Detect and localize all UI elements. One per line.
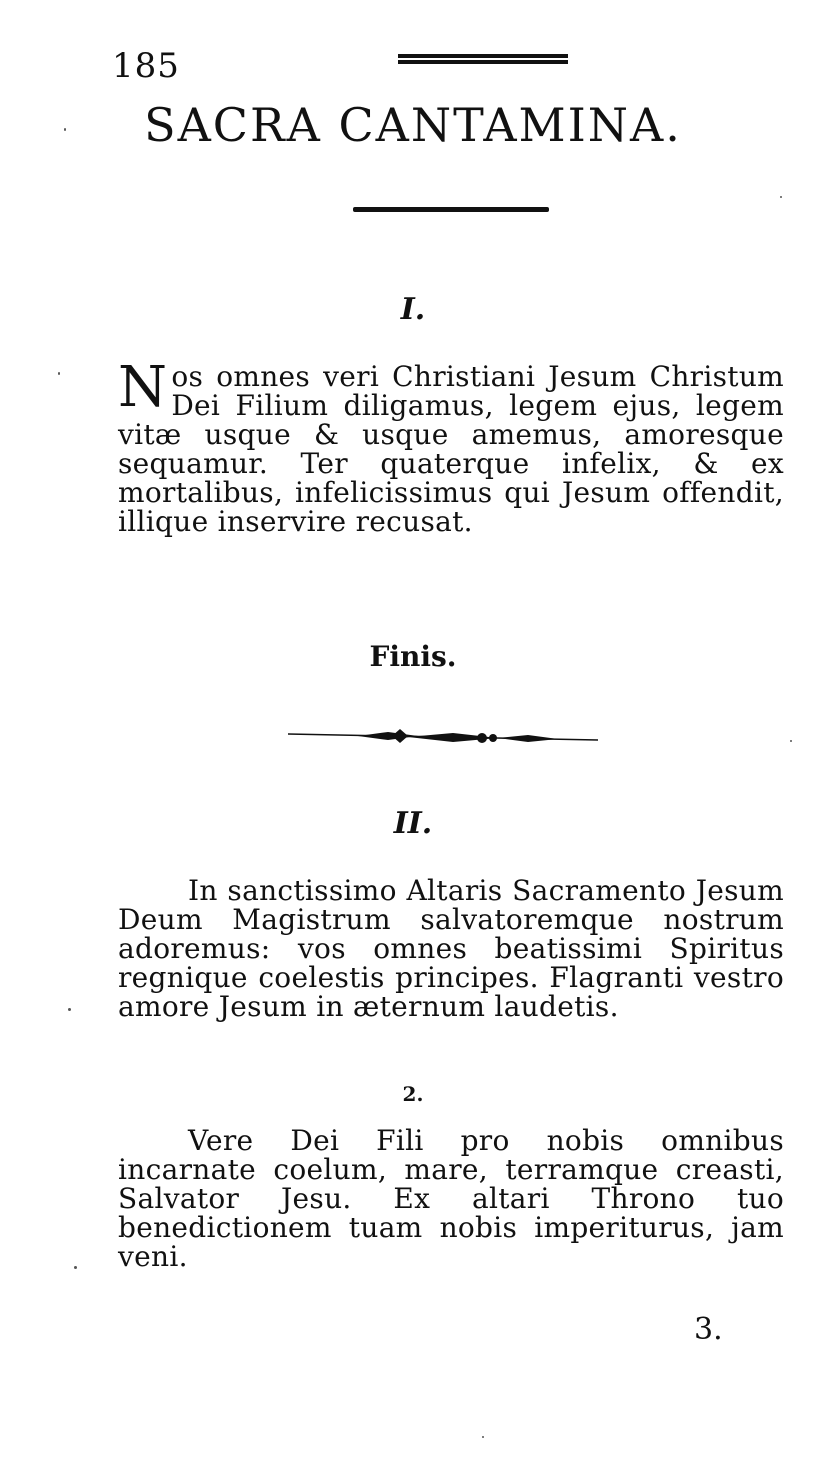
- catchword: 3.: [694, 1312, 723, 1347]
- sub-number: 2.: [402, 1082, 424, 1106]
- paper-speck: [790, 740, 792, 742]
- section-one-text: os omnes veri Christiani Jesum Christum Dei Filium diligamus, legem ejus, legem vitæ usque & usque amemus, amoresque sequamur. Ter quaterque infelix, & ex mortalibus, infelicissimus qui Jesum offendit, illique inservire recusat.: [118, 360, 784, 538]
- section-two-paragraph-two: Vere Dei Fili pro nobis omnibus incarnate coelum, mare, terramque creasti, Salvator Jesu. Ex altari Throno tuo benedictionem tuam nobis imperiturus, jam veni.: [118, 1124, 784, 1273]
- header-rule-icon: [398, 52, 568, 66]
- paper-speck: [68, 1008, 71, 1011]
- section-number-one: I.: [400, 292, 426, 327]
- section-number-two: II.: [393, 806, 433, 841]
- paper-speck: [780, 196, 782, 198]
- paper-speck: [64, 128, 66, 131]
- ornament-divider-icon: [288, 724, 598, 754]
- section-one-paragraph: [118, 355, 784, 538]
- page-title: SACRA CANTAMINA.: [144, 98, 682, 152]
- section-two-paragraph-one: In sanctissimo Altaris Sacramento Jesum Deum Magistrum salvatoremque nostrum adoremus: vos omnes beatissimi Spiritus regnique coelestis principes. Flagranti vestro amore Jesum in æternum laudetis.: [118, 874, 784, 1023]
- paper-speck: [482, 1436, 484, 1438]
- finis-label: Finis.: [369, 640, 457, 673]
- page-number: 185: [112, 46, 180, 86]
- title-rule: [353, 207, 549, 212]
- dropcap: N: [118, 355, 168, 420]
- paper-speck: [74, 1266, 77, 1269]
- paper-speck: [58, 372, 60, 375]
